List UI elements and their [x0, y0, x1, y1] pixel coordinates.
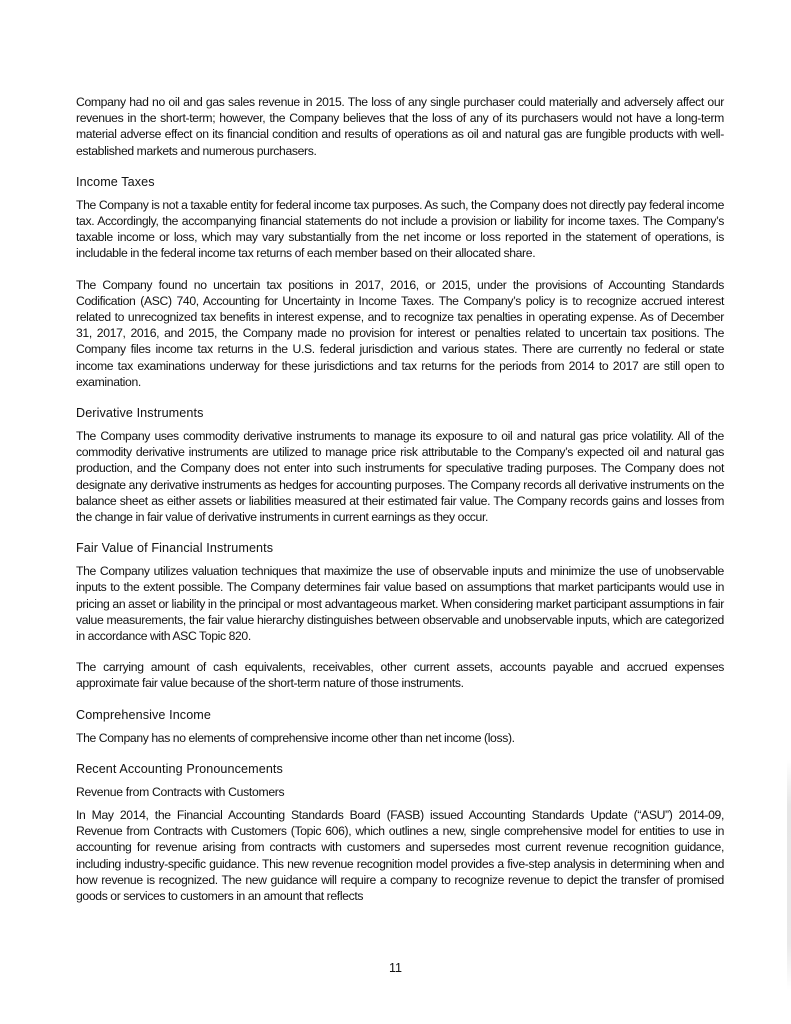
page-edge-shadow [787, 760, 791, 990]
page-content [76, 94, 724, 919]
heading-derivative-instruments: Derivative Instruments [76, 406, 204, 421]
heading-comprehensive-income: Comprehensive Income [76, 707, 211, 722]
paragraph-fair-value-2: The carrying amount of cash equivalents, receivables, other current assets, accounts payable and accrued expenses approximate fair value because of the short-term nature of those instruments. [76, 660, 724, 691]
paragraph-revenue-contracts: In May 2014, the Financial Accounting Standards Board (FASB) issued Accounting Standards Update (“ASU”) 2014-09, Revenue from Contracts with Customers (Topic 606), which outlines a new, single comprehensive model for entities to use in accounting for revenue arising from contracts with customers and supersedes most current revenue recognition guidance, including industry-specific guidance. This new revenue recognition model provides a five-step analysis in determining when and how revenue is recognized. The new guidance will require a company to recognize revenue to depict the transfer of promised goods or services to customers in an amount that reflects [76, 807, 724, 903]
paragraph-income-taxes-2: The Company found no uncertain tax positions in 2017, 2016, or 2015, under the provisions of Accounting Standards Codification (ASC) 740, Accounting for Uncertainty in Income Taxes. The Company’s policy is to recognize accrued interest related to unrecognized tax benefits in interest expense, and to recognize tax penalties in operating expense. As of December 31, 2017, 2016, and 2015, the Company made no provision for interest or penalties related to uncertain tax positions. The Company files income tax returns in the U.S. federal jurisdiction and various states. There are currently no federal or state income tax examinations underway for these jurisdictions and tax returns for the periods from 2014 to 2017 are still open to examination. [76, 277, 724, 389]
paragraph-income-taxes-1: The Company is not a taxable entity for federal income tax purposes. As such, the Company does not directly pay federal income tax. Accordingly, the accompanying financial statements do not include a provision or liability for income taxes. The Company’s taxable income or loss, which may vary substantially from the net income or loss reported in the statement of operations, is includable in the federal income tax returns of each member based on their allocated share. [76, 197, 724, 261]
paragraph-derivative-instruments: The Company uses commodity derivative instruments to manage its exposure to oil and natural gas price volatility. All of the commodity derivative instruments are utilized to manage price risk attributable to the Company’s expected oil and natural gas production, and the Company does not enter into such instruments for speculative trading purposes. The Company does not designate any derivative instruments as hedges for accounting purposes. The Company records all derivative instruments on the balance sheet as either assets or liabilities measured at their estimated fair value. The Company records gains and losses from the change in fair value of derivative instruments in current earnings as they occur. [76, 429, 724, 525]
paragraph-comprehensive-income: The Company has no elements of comprehensive income other than net income (loss). [76, 730, 515, 745]
heading-fair-value: Fair Value of Financial Instruments [76, 541, 274, 556]
heading-recent-pronouncements: Recent Accounting Pronouncements [76, 761, 283, 776]
page-number: 11 [388, 961, 403, 975]
heading-income-taxes: Income Taxes [76, 174, 155, 189]
paragraph-fair-value-1: The Company utilizes valuation techniques that maximize the use of observable inputs and minimize the use of unobservable inputs to the extent possible. The Company determines fair value based on assumptions that market participants would use in pricing an asset or liability in the principal or most advantageous market. When considering market participant assumptions in fair value measurements, the fair value hierarchy distinguishes between observable and unobservable inputs, which are categorized in accordance with ASC Topic 820. [76, 564, 724, 644]
subheading-revenue-contracts: Revenue from Contracts with Customers [76, 784, 285, 799]
paragraph-purchaser-concentration: Company had no oil and gas sales revenue in 2015. The loss of any single purchaser could materially and adversely affect our revenues in the short-term; however, the Company believes that the loss of any of its purchasers would not have a long-term material adverse effect on its financial condition and results of operations as oil and natural gas are fungible products with well-established markets and numerous purchasers. [76, 95, 724, 158]
